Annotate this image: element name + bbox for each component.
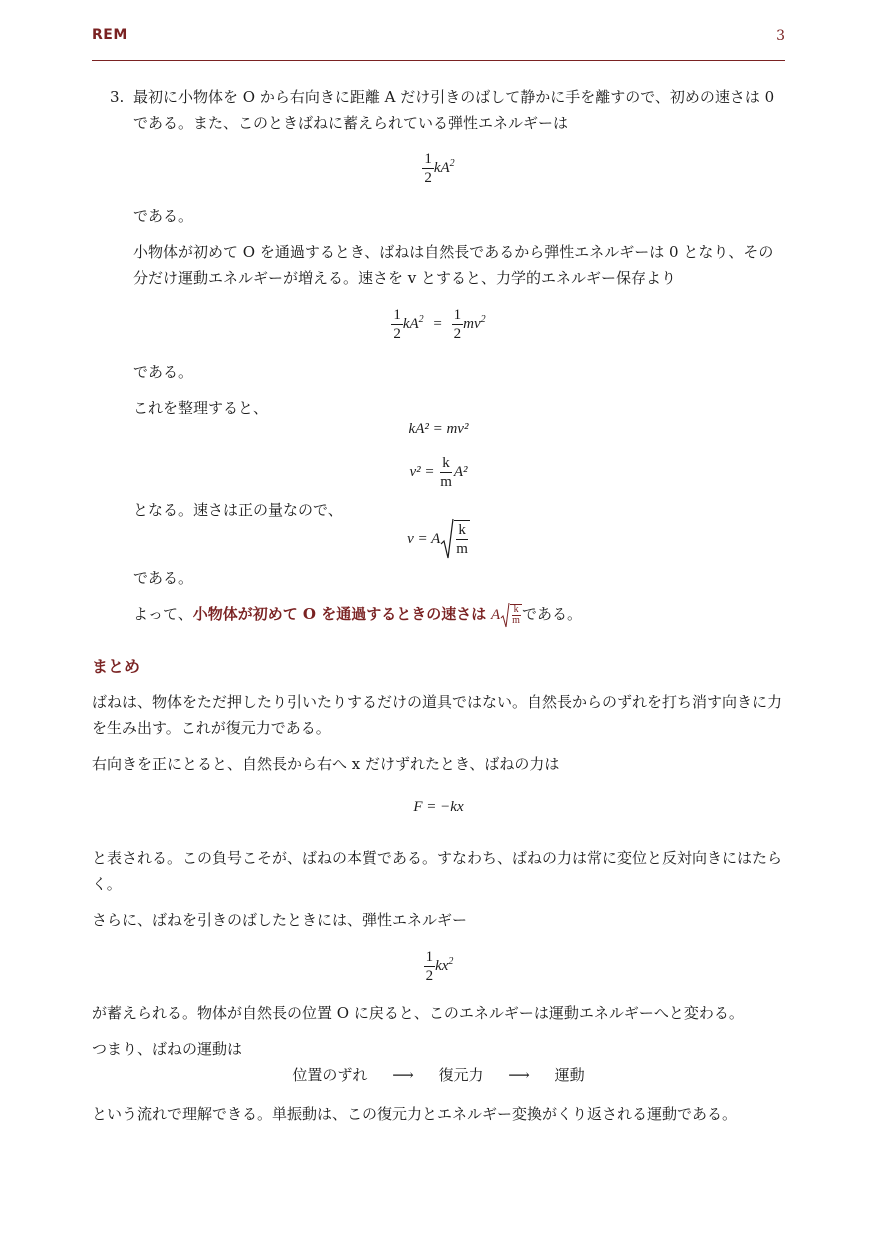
summary-paragraph-4: さらに、ばねを引きのばしたときには、弾性エネルギー <box>92 911 468 929</box>
arrow-right-icon: ⟶ <box>508 1066 530 1084</box>
equation-ka2-mv2: kA² = mv² <box>408 421 469 437</box>
summary-paragraph-1: ばねは、物体をただ押したり引いたりするだけの道具ではない。自然長からのずれを打ち消す向きに力を生み出す。これが復元力である。 <box>92 693 783 737</box>
section-heading-summary: まとめ <box>92 657 141 676</box>
summary-paragraph-2: 右向きを正にとると、自然長から右へ x だけずれたとき、ばねの力は <box>92 755 560 773</box>
summary-paragraph-5: が蓄えられる。物体が自然長の位置 O に戻ると、このエネルギーは運動エネルギーへと変わる。 <box>92 1004 744 1022</box>
equation-elastic-energy: $\frac{1}{2}$ $kA^2$ <box>424 151 455 186</box>
equation-hooke-law: F = −kx <box>413 799 464 815</box>
item3-paragraph-1: 最初に小物体を O から右向きに距離 A だけ引きのばして静かに手を離すので、初めの速さは 0 である。また、このときばねに蓄えられている弾性エネルギーは <box>133 88 775 132</box>
equation-energy-conservation: $\frac{1}{2}$ $kA^2$ = $\frac{1}{2}$ $mv^2$ <box>393 307 486 342</box>
arrow-right-icon: ⟶ <box>392 1066 414 1084</box>
flow-step-displacement: 位置のずれ <box>292 1066 368 1084</box>
equation-v-sqrt: v = A $\frac{k}{m}$ <box>92 518 785 560</box>
page-number: 3 <box>776 28 785 44</box>
flow-step-motion: 運動 <box>554 1066 585 1084</box>
conclusion-highlight: 小物体が初めて O を通過するときの速さは <box>192 605 487 623</box>
item3-paragraph-4: となる。速さは正の量なので、 <box>133 501 343 519</box>
summary-paragraph-6: つまり、ばねの運動は <box>92 1040 243 1058</box>
motion-flow <box>92 1062 785 1088</box>
equation-spring-energy: $\frac{1}{2}$ $kx^2$ <box>425 949 454 984</box>
equation-v-squared: v² = $\frac{k}{m}$ A² <box>409 455 468 490</box>
item3-de-aru-2: である。 <box>133 363 194 381</box>
item3-de-aru-1: である。 <box>133 207 194 225</box>
flow-step-restoring-force: 復元力 <box>438 1066 484 1084</box>
item3-paragraph-2: 小物体が初めて O を通過するとき、ばねは自然長であるから弾性エネルギーは 0 となり、その分だけ運動エネルギーが増える。速さを v とすると、力学的エネルギー保存より <box>133 243 774 287</box>
summary-paragraph-7: という流れで理解できる。単振動は、この復元力とエネルギー変換がくり返される運動である。 <box>92 1105 738 1123</box>
sqrt-sign-icon: $\frac{k}{m}$ <box>440 518 470 560</box>
running-header-title: REM <box>92 27 128 43</box>
list-item-number: 3. <box>110 88 125 106</box>
summary-paragraph-3: と表される。この負号こそが、ばねの本質である。すなわち、ばねの力は常に変位と反対向きにはたらく。 <box>92 849 783 893</box>
sqrt-sign-icon <box>500 602 510 628</box>
item3-conclusion: よって、小物体が初めて O を通過するときの速さは A $\frac{k}{m}$ である。 <box>133 604 582 626</box>
item3-de-aru-3: である。 <box>133 569 194 587</box>
item3-paragraph-3: これを整理すると、 <box>133 399 269 417</box>
header-divider <box>92 60 785 61</box>
